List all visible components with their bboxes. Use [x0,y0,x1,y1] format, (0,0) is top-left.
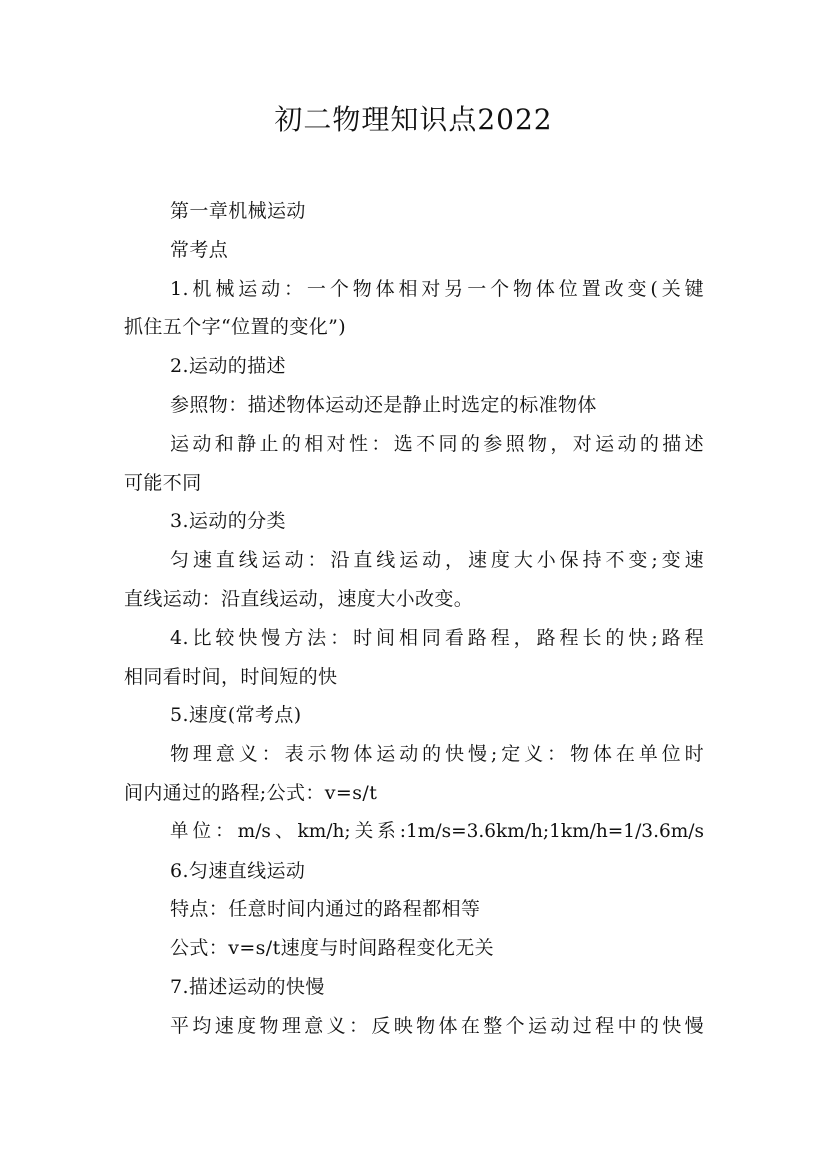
paragraph-line: 3.运动的分类 [170,510,286,533]
section-label: 常考点 [170,238,229,261]
chapter-heading: 第一章机械运动 [170,200,306,222]
paragraph-line: 2.运动的描述 [170,355,286,378]
paragraph-line: 直线运动：沿直线运动，速度大小改变。 [124,587,474,610]
paragraph-line: 6.匀速直线运动 [170,859,306,882]
paragraph-line: 7.描述运动的快慢 [170,975,325,998]
paragraph-line: 匀速直线运动：沿直线运动，速度大小保持不变;变速 [170,549,704,572]
paragraph-line: 抓住五个字“位置的变化”) [124,316,347,339]
document-body [124,192,704,1046]
paragraph-line: 5.速度(常考点) [170,704,302,727]
paragraph-line: 平均速度物理意义：反映物体在整个运动过程中的快慢 [170,1014,704,1037]
paragraph-line: 公式：v=s/t速度与时间路程变化无关 [170,937,495,960]
paragraph-line: 可能不同 [124,471,202,494]
paragraph-line: 4.比较快慢方法：时间相同看路程，路程长的快;路程 [170,626,704,649]
paragraph-line: 运动和静止的相对性：选不同的参照物，对运动的描述 [170,432,704,455]
paragraph-line: 参照物：描述物体运动还是静止时选定的标准物体 [170,393,597,416]
paragraph-line: 1.机械运动：一个物体相对另一个物体位置改变(关键 [170,277,704,300]
paragraph-line: 特点：任意时间内通过的路程都相等 [170,898,481,921]
paragraph-line: 间内通过的路程;公式：v=s/t [124,781,378,804]
paragraph-line: 物理意义：表示物体运动的快慢;定义：物体在单位时 [170,743,704,766]
paragraph-line: 单位：m/s、km/h;关系:1m/s=3.6km/h;1km/h=1/3.6m/s [170,820,704,842]
paragraph-line: 相同看时间，时间短的快 [124,665,338,688]
document-title: 初二物理知识点2022 [274,103,553,136]
